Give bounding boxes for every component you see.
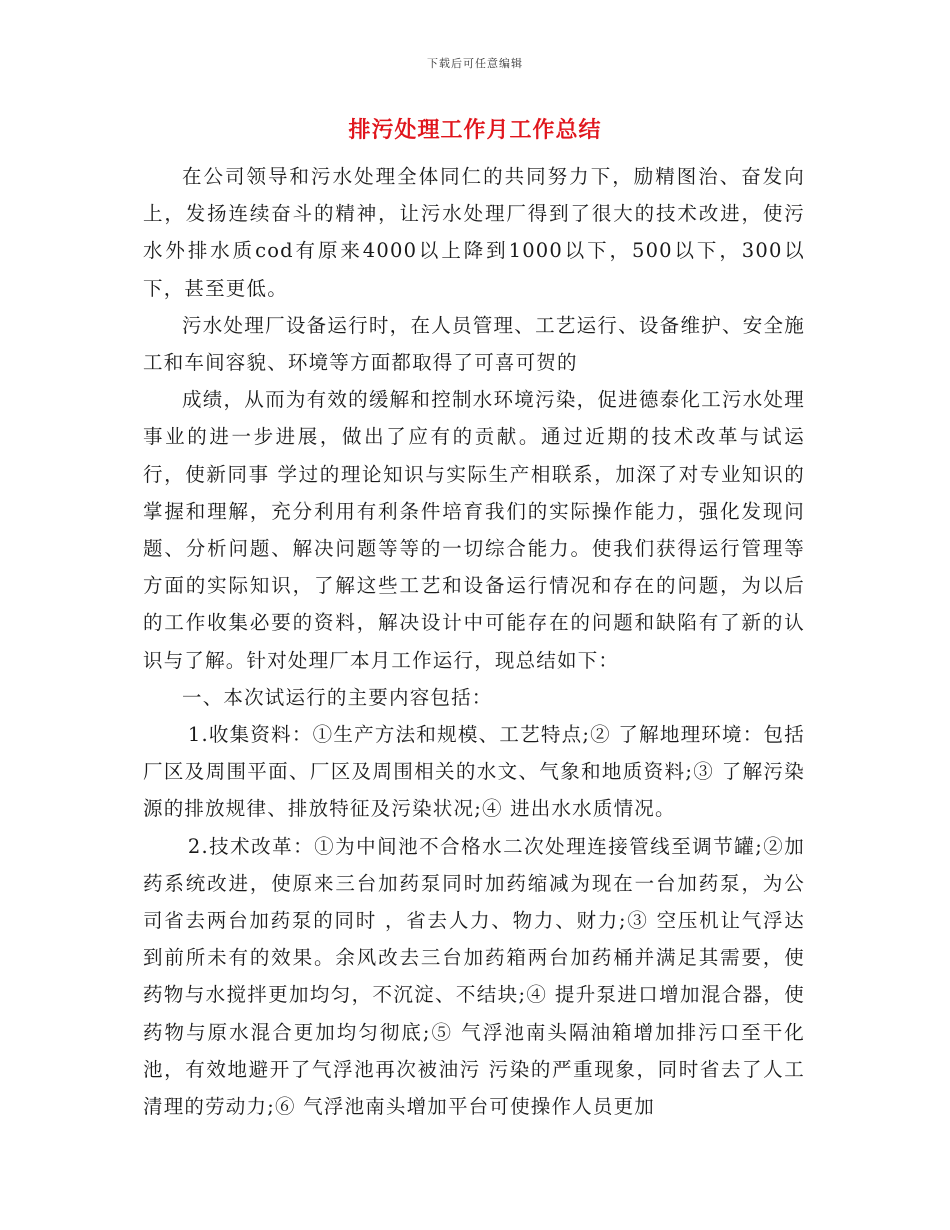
section-heading-trial-run: 一、本次试运行的主要内容包括： bbox=[182, 685, 493, 709]
list-item-tech-reform: 2.技术改革：①为中间池不合格水二次处理连接管线至调节罐;②加药系统改进，使原来三台加药泵同时加药缩减为现在一台加药泵，为公司省去两台加药泵的同时 ，省去人力、物力、财力;③ 空压机让气浮达到前所未有的效果。余风改去三台加药箱两台加药桶并满足其需要，使药物与水搅拌更加均匀，不沉淀、不结块;④ 提升泵进口增加混合器，使药物与原水混合更加均匀彻底;⑤ 气浮池南头隔油箱增加排污口至干化池，有效地避开了气浮池再次被油污 污染的严重现象，同时省去了人工清理的劳动力;⑥ 气浮池南头增加平台可使操作人员更加 bbox=[143, 834, 805, 1119]
header-note: 下载后可任意编辑 bbox=[427, 57, 523, 70]
paragraph-operation: 污水处理厂设备运行时，在人员管理、工艺运行、设备维护、安全施工和车间容貌、环境等方面都取得了可喜可贺的 bbox=[143, 313, 805, 375]
document-body bbox=[143, 158, 805, 1125]
list-item-collect-data: 1.收集资料：①生产方法和规模、工艺特点;② 了解地理环境：包括厂区及周围平面、厂区及周围相关的水文、气象和地质资料;③ 了解污染源的排放规律、排放特征及污染状况;④ 进出水水质情况。 bbox=[143, 723, 805, 821]
paragraph-intro: 在公司领导和污水处理全体同仁的共同努力下，励精图治、奋发向上，发扬连续奋斗的精神，让污水处理厂得到了很大的技术改进，使污水外排水质cod有原来4000以上降到1000以下，500以下，300以下，甚至更低。 bbox=[143, 165, 805, 300]
paragraph-achievements: 成绩，从而为有效的缓解和控制水环境污染，促进德泰化工污水处理事业的进一步进展，做出了应有的贡献。通过近期的技术改革与试运行，使新同事 学过的理论知识与实际生产相联系，加深了对专业知识的掌握和理解，充分利用有利条件培育我们的实际操作能力，强化发现问题、分析问题、解决问题等等的一切综合能力。使我们获得运行管理等方面的实际知识，了解这些工艺和设备运行情况和存在的问题，为以后的工作收集必要的资料，解决设计中可能存在的问题和缺陷有了新的认识与了解。针对处理厂本月工作运行，现总结如下： bbox=[143, 388, 805, 672]
document-title: 排污处理工作月工作总结 bbox=[348, 117, 602, 143]
